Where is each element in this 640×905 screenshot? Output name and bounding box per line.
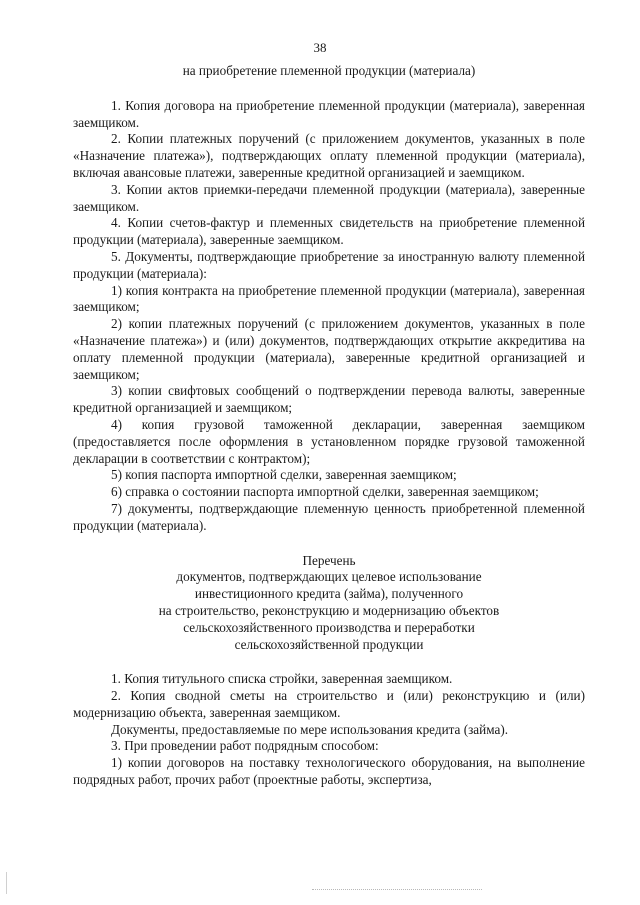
paragraph: 3. Копии актов приемки-передачи племенной продукции (материала), заверенные заемщиком. — [73, 181, 585, 214]
paragraph: Документы, предоставляемые по мере использования кредита (займа). — [111, 721, 509, 737]
paragraph: 3) копии свифтовых сообщений о подтверждении перевода валюты, заверенные кредитной организацией и заемщиком; — [73, 383, 585, 416]
intro-heading: на приобретение племенной продукции (материала) — [182, 63, 476, 78]
paragraph: 1) копия контракта на приобретение племенной продукции (материала), заверенная заемщиком; — [73, 282, 585, 315]
paragraph: 1. Копия титульного списка стройки, заверенная заемщиком. — [111, 671, 453, 687]
title-line: сельскохозяйственного производства и переработки — [183, 619, 475, 635]
paragraph: 1. Копия договора на приобретение племенной продукции (материала), заверенная заемщиком. — [73, 97, 585, 130]
title-line: документов, подтверждающих целевое использование — [176, 569, 482, 585]
footer-rule — [312, 889, 482, 890]
paragraph: 4) копия грузовой таможенной декларации, заверенная заемщиком (предоставляется после оформления в установленном порядке грузовой таможенной декларации в соответствии с контрактом); — [73, 416, 585, 466]
title-line: инвестиционного кредита (займа), полученного — [194, 586, 464, 602]
list-title — [73, 553, 585, 654]
paragraph: 1) копии договоров на поставку технологического оборудования, на выполнение подрядных работ, прочих работ (проектные работы, экспертиза, — [73, 755, 585, 788]
page-number: 38 — [313, 40, 327, 55]
paragraph: 5. Документы, подтверждающие приобретение за иностранную валюту племенной продукции (материала): — [73, 248, 585, 281]
paragraph: 7) документы, подтверждающие племенную ценность приобретенной племенной продукции (материала). — [73, 500, 585, 533]
title-line: на строительство, реконструкцию и модернизацию объектов — [158, 602, 500, 618]
paragraph: 6) справка о состоянии паспорта импортной сделки, заверенная заемщиком; — [111, 484, 539, 500]
paragraph: 4. Копии счетов-фактур и племенных свидетельств на приобретение племенной продукции (материала), заверенные заемщиком. — [73, 215, 585, 248]
section1-list — [73, 98, 585, 535]
paragraph: 2. Копии платежных поручений (с приложением документов, указанных в поле «Назначение платежа»), подтверждающих оплату племенной продукции (материала), включая авансовые платежи, заверенные кредитной организацией и заемщиком. — [73, 131, 585, 180]
document-body — [73, 63, 585, 789]
paragraph: 5) копия паспорта импортной сделки, заверенная заемщиком; — [111, 467, 457, 483]
title-line: Перечень — [302, 552, 356, 568]
paragraph: 3. При проведении работ подрядным способом: — [111, 738, 379, 754]
paragraph: 2) копии платежных поручений (с приложением документов, указанных в поле «Назначение платежа») и (или) документов, подтверждающих открытие аккредитива на оплату племенной продукции (материала), заверенные кредитной организацией и заемщиком; — [73, 316, 585, 382]
section2-list — [73, 671, 585, 789]
paragraph: 2. Копия сводной сметы на строительство и (или) реконструкцию и (или) модернизацию объекта, заверенная заемщиком. — [73, 688, 585, 720]
title-line: сельскохозяйственной продукции — [234, 636, 424, 652]
scan-margin-mark — [6, 872, 7, 894]
